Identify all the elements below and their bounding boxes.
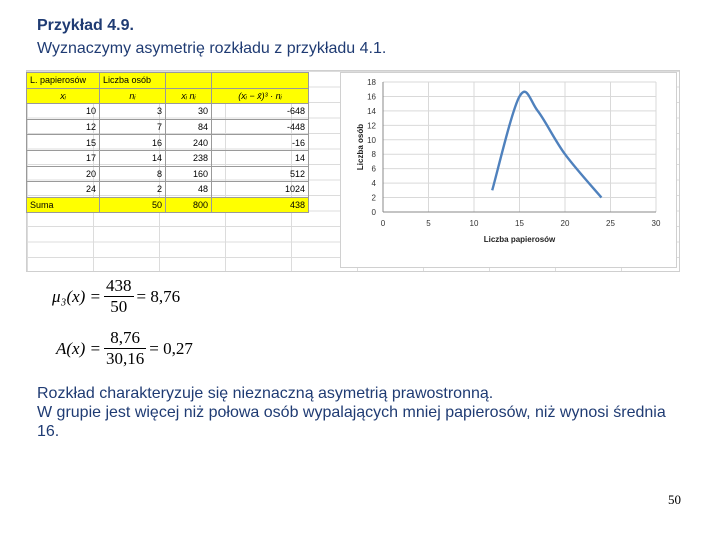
formula-asymmetry-numerator: 8,76 [104,328,146,349]
x-tick-label: 30 [651,219,661,228]
formula-asymmetry-fraction [104,328,146,369]
x-tick-label: 10 [469,219,479,228]
y-tick-label: 6 [371,164,376,174]
table-cell: 48 [166,182,212,198]
header-cell: Liczba osób [100,73,166,89]
table-cell: 14 [100,150,166,166]
table-cell: 12 [27,119,100,135]
table-cell: -448 [212,119,309,135]
formula-asymmetry-result: = 0,27 [149,338,193,358]
slide-subtitle: Wyznaczymy asymetrię rozkładu z przykładu 4.1. [37,40,387,57]
y-tick-label: 10 [367,135,376,145]
y-tick-label: 12 [367,121,376,131]
table-row [27,166,309,182]
conclusion-line: W grupie jest więcej niż połowa osób wypalających mniej papierosów, niż wynosi średnia 16. [37,404,666,440]
table-cell: 16 [100,135,166,151]
table-cell: -16 [212,135,309,151]
table-row [27,104,309,120]
table-cell: 240 [166,135,212,151]
x-tick-label: 15 [515,219,524,228]
formula-mu3-fraction [104,276,134,317]
table-cell: 8 [100,166,166,182]
line-chart [340,72,677,268]
formula-asymmetry [56,328,193,369]
table-sum-row [27,197,309,213]
table-row [27,182,309,198]
table-cell: 15 [27,135,100,151]
y-tick-label: 14 [367,106,376,116]
formula-asymmetry-lhs: A(x) = [56,338,101,358]
table-cell: 2 [100,182,166,198]
table-cell: 160 [166,166,212,182]
table-cell: 30 [166,104,212,120]
slide-title: Przykład 4.9. [37,17,134,34]
y-tick-label: 0 [371,208,376,217]
y-tick-label: 8 [371,150,376,160]
table-cell: 7 [100,119,166,135]
subheader-cell: (xᵢ − x̄)³ · nᵢ [212,88,309,104]
table-cell: 512 [212,166,309,182]
table-row [27,150,309,166]
x-axis-title: Liczba papierosów [483,235,556,244]
sum-cell: 800 [166,197,212,213]
x-tick-label: 5 [426,219,431,228]
formula-mu3-numerator: 438 [106,276,132,295]
subheader-cell: xᵢ nᵢ [166,88,212,104]
y-axis-title: Liczba osób [356,123,365,171]
table-cell: 17 [27,150,100,166]
table-cell: 84 [166,119,212,135]
header-cell: L. papierosów [27,73,100,89]
table-row [27,135,309,151]
table-cell: 14 [212,150,309,166]
table-cell: 20 [27,166,100,182]
formula-asymmetry-denominator: 30,16 [105,349,145,368]
sum-cell: 50 [100,197,166,213]
header-cell [212,73,309,89]
table-row [27,119,309,135]
y-tick-label: 2 [371,193,376,203]
x-tick-label: 0 [380,219,386,228]
header-cell [166,73,212,89]
y-tick-label: 16 [367,92,376,102]
sum-label: Suma [27,197,100,213]
formula-mu3-denominator: 50 [110,297,128,316]
table-cell: 1024 [212,182,309,198]
conclusion-line: Rozkład charakteryzuje się nieznaczną asymetrią prawostronną. [37,385,494,402]
table-subheader-row [27,88,309,104]
subheader-cell: xᵢ [27,88,100,104]
formula-mu3 [52,276,180,317]
page-number: 50 [668,492,681,507]
formula-mu3-result: = 8,76 [136,286,181,306]
subheader-cell: nᵢ [100,88,166,104]
y-tick-label: 4 [371,179,376,189]
y-tick-label: 18 [367,78,376,87]
table-cell: 3 [100,104,166,120]
data-table [26,72,309,213]
x-tick-label: 20 [560,219,570,228]
sum-cell: 438 [212,197,309,213]
formula-mu3-lhs: μ₃(x) = [52,286,102,306]
table-cell: 238 [166,150,212,166]
table-cell: -648 [212,104,309,120]
table-header-row [27,73,309,89]
table-cell: 10 [27,104,100,120]
x-tick-label: 25 [606,219,615,228]
table-cell: 24 [27,182,100,198]
conclusion-text [37,384,677,441]
